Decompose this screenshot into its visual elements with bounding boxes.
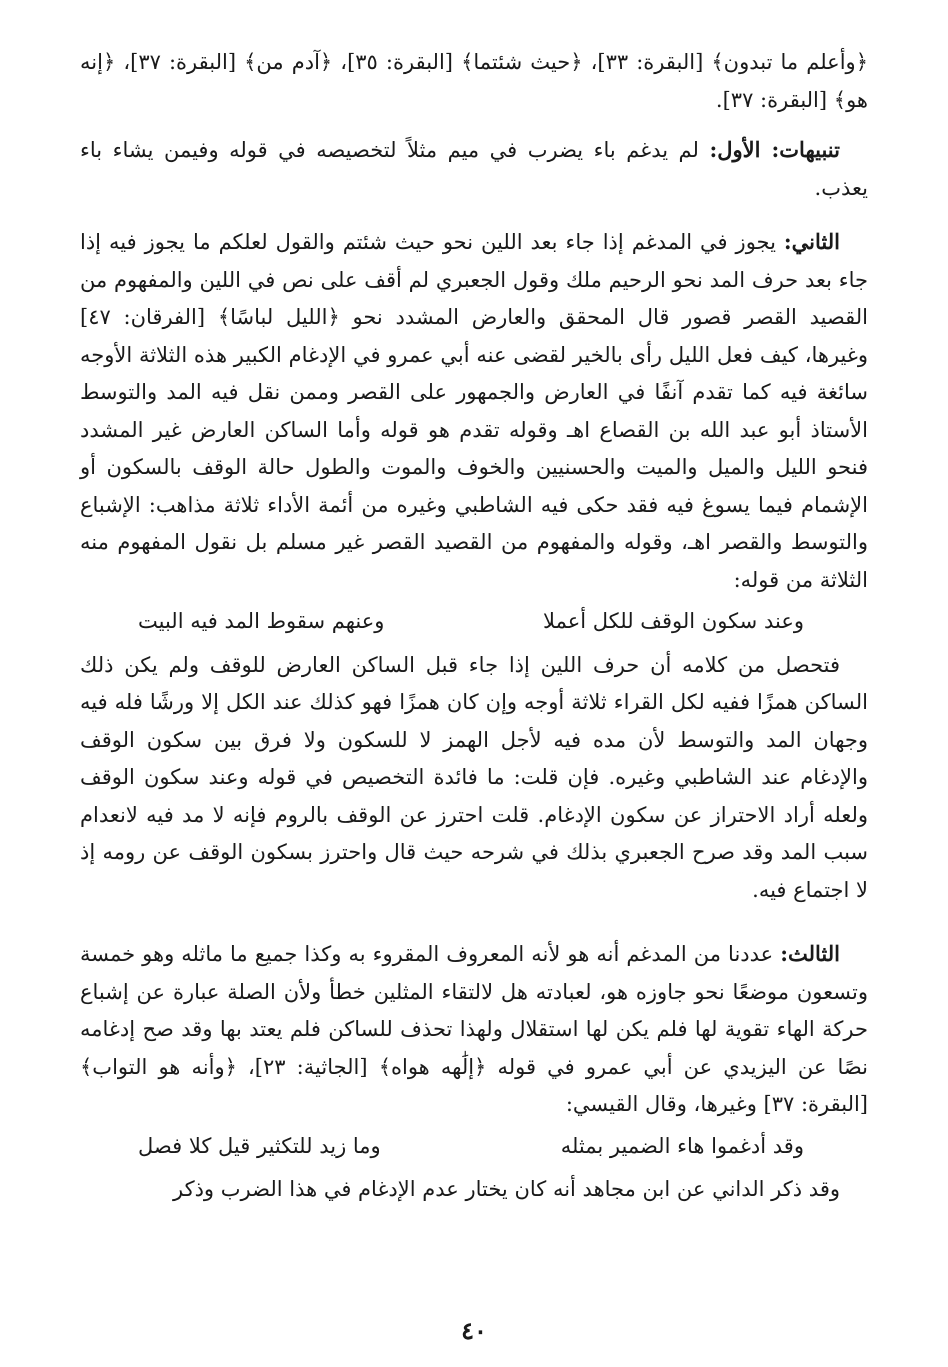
spacer <box>80 909 868 935</box>
second-text: يجوز في المدغم إذا جاء بعد اللين نحو حيث شئتم والقول لعلكم ما يجوز فيه إذا جاء بعد حرف المد نحو الرحيم ملك وقول الجعبري لم أقف على نص في اللين والمفهوم من القصيد القصر قصور قال المحقق والعارض المشدد نحو ﴿الليل لباسًا﴾ [الفرقان: ٤٧] وغيرها، كيف فعل الليل رأى بالخير لقضى عنه أبي عمرو في الإدغام الكبير هذه الثلاثة الأوجه سائغة فيه كما تقدم آنفًا في العارض والجمهور على القصر وممن نقل فيه المد والتوسط الأستاذ أبو عبد الله بن القصاع اهـ وقوله تقدم هو قوله وأما الساكن العارض غير المشدد فنحو الليل والميل والميت والحسنيين والخوف والموت والطول حالة الوقف بالسكون أو الإشمام فيما يسوغ فيه فقد حكى فيه الشاطبي وغيره من أئمة الأداء ثلاثة مذاهب: الإشباع والتوسط والقصر اهـ، وقوله والمفهوم من القصيد القصر غير مسلم بل نقول المفهوم منه الثلاثة من قوله: <box>80 230 868 592</box>
spacer <box>80 207 868 223</box>
paragraph-dani: وقد ذكر الداني عن ابن مجاهد أنه كان يختار عدم الإدغام في هذا الضرب وذكر <box>173 1177 840 1201</box>
spacer <box>80 119 868 131</box>
second-label: الثاني: <box>783 229 840 254</box>
paragraph-conclusion: فتحصل من كلامه أن حرف اللين إذا جاء قبل الساكن العارض للوقف ولم يكن ذلك الساكن همزًا ففيه لكل القراء ثلاثة أوجه وإن كان همزًا فهو كذلك عند الكل إلا ورشًا فله فيه وجهان المد والتوسط لأن مده فيه لأجل الهمز لا للسكون ولا فرق بين سكون الوقف والإدغام عند الشاطبي وغيره. فإن قلت: ما فائدة التخصيص في قوله وعند سكون الوقف ولعله أراد الاحتراز عن سكون الإدغام. قلت احترز عن الوقف بالروم فإنه لا مد فيه لانعدام سبب المد وقد صرح الجعبري بذلك في شرحه حيث قال واحترز بسكون الوقف عن رومه إذ لا اجتماع فيه. <box>80 652 868 902</box>
paragraph-quran-references: ﴿وأعلم ما تبدون﴾ [البقرة: ٣٣]، ﴿حيث شئتما﴾ [البقرة: ٣٥]، ﴿آدم من﴾ [البقرة: ٣٧]، ﴿إنه هو﴾ [البقرة: ٣٧]. <box>80 50 868 112</box>
tanbihat-text: لم يدغم باء يضرب في ميم مثلاً لتخصيصه في قوله وفيمن يشاء باء يعذب. <box>80 138 868 200</box>
verse-2-first-hemistich: وقد أدغموا هاء الضمير بمثله <box>560 1133 804 1158</box>
verse-line-2 <box>80 1128 868 1166</box>
page-number: ٤٠ <box>461 1316 487 1345</box>
verse-1-first-hemistich: وعند سكون الوقف للكل أعملا <box>543 609 804 633</box>
third-text: عددنا من المدغم أنه هو لأنه المعروف المقروء به وكذا جميع ما ماثله وهو خمسة وتسعون موضعًا نحو جاوزه هو، لعبادته هل لالتقاء المثلين خطأ ولأن الصلة عبارة عن إشباع حركة الهاء تقوية لها فلم يكن لها استقلال ولهذا تحذف للساكن فلم يعتد بها وقد صح إدغامه نصًا عن اليزيدي عن أبي عمرو في قوله ﴿إلَٰهه هواه﴾ [الجاثية: ٢٣]، ﴿وأنه هو التواب﴾ [البقرة: ٣٧] وغيرها، وقال القيسي: <box>80 942 868 1116</box>
third-label: الثالث: <box>780 941 840 966</box>
page-body <box>80 44 868 1209</box>
paragraph-third <box>80 935 868 1124</box>
paragraph-tanbihat-first <box>80 131 868 207</box>
verse-1-second-hemistich: وعنهم سقوط المد فيه البيت <box>138 609 385 633</box>
verse-line-1 <box>80 603 868 641</box>
tanbihat-label: تنبيهات: الأول: <box>709 137 840 162</box>
paragraph-second <box>80 223 868 599</box>
verse-2-second-hemistich: وما زيد للتكثير قيل كلا فصل <box>138 1133 381 1158</box>
